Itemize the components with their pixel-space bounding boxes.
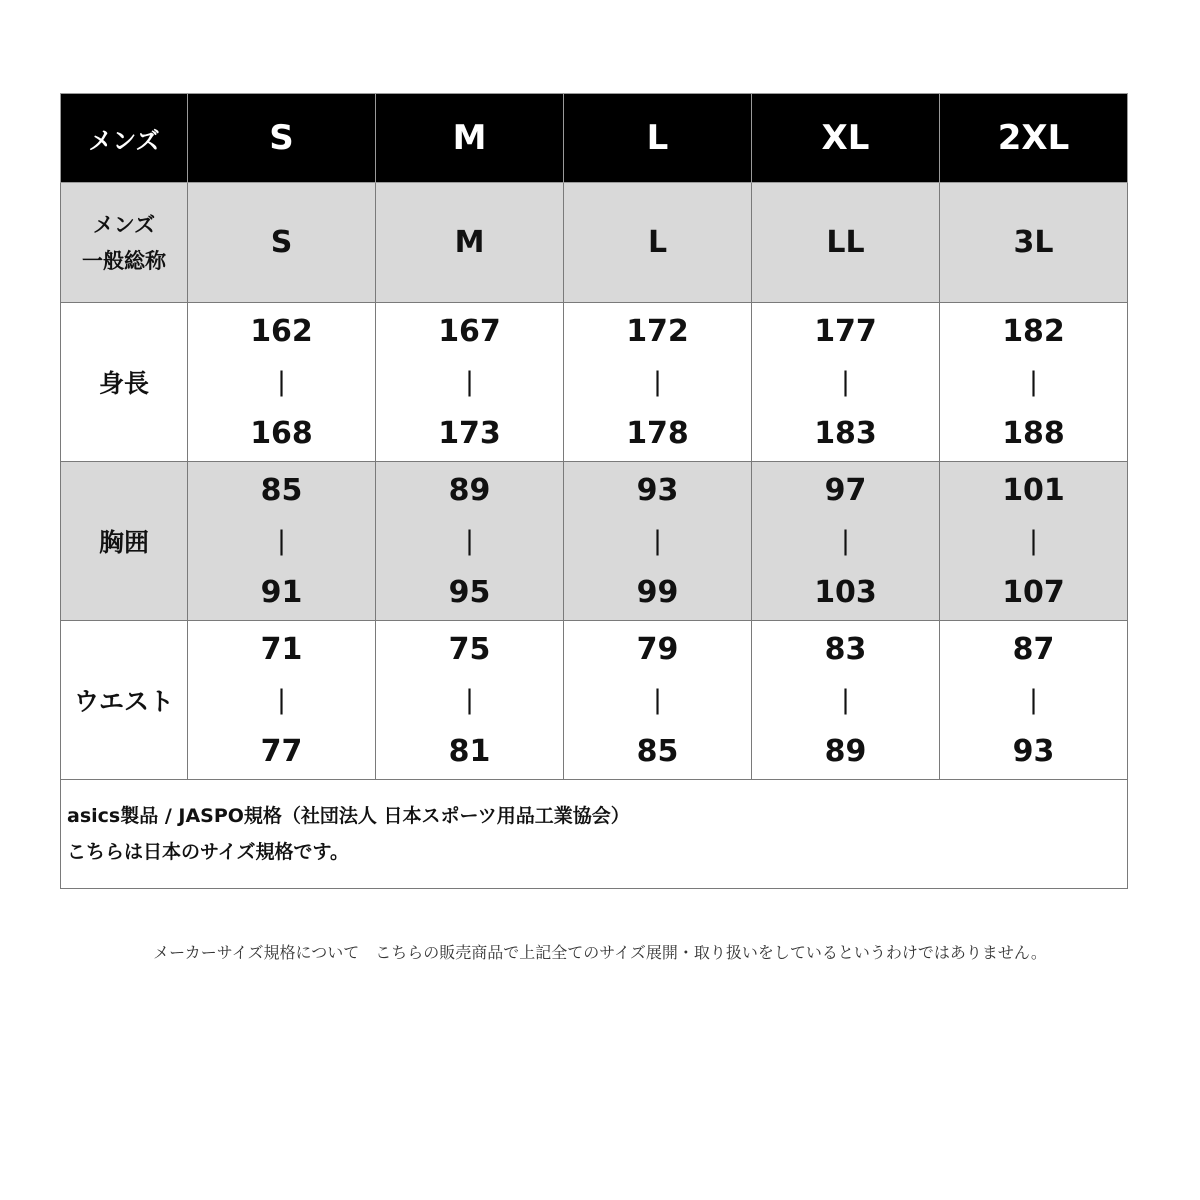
height-range-cell: [940, 303, 1128, 462]
range-max: 77: [260, 733, 303, 769]
range-separator: |: [465, 525, 474, 556]
range-separator: |: [1029, 366, 1038, 397]
range-min: 167: [438, 313, 501, 349]
range-max: 107: [1002, 574, 1065, 610]
general-label-line1: メンズ: [92, 212, 156, 237]
waist-range-cell: [940, 621, 1128, 780]
waist-label: ウエスト: [61, 621, 188, 780]
range-separator: |: [277, 366, 286, 397]
range-min: 89: [448, 472, 491, 508]
range-max: 103: [814, 574, 877, 610]
general-size-row: [61, 183, 1128, 303]
range-separator: |: [465, 366, 474, 397]
header-size-cell: M: [376, 94, 564, 183]
header-row: [61, 94, 1128, 183]
general-label: [61, 183, 188, 303]
general-size-cell: LL: [752, 183, 940, 303]
note-cell: [61, 780, 1128, 889]
range-min: 85: [260, 472, 303, 508]
header-size-cell: XL: [752, 94, 940, 183]
range-separator: |: [1029, 684, 1038, 715]
header-size-cell: L: [564, 94, 752, 183]
range-separator: |: [841, 525, 850, 556]
note-line2: こちらは日本のサイズ規格です。: [67, 841, 349, 863]
range-separator: |: [277, 684, 286, 715]
range-min: 75: [448, 631, 491, 667]
height-range-cell: [564, 303, 752, 462]
header-size-cell: S: [188, 94, 376, 183]
general-size-cell: S: [188, 183, 376, 303]
waist-range-cell: [376, 621, 564, 780]
chest-range-cell: [376, 462, 564, 621]
range-separator: |: [841, 366, 850, 397]
range-min: 71: [260, 631, 303, 667]
general-label-line2: 一般総称: [82, 248, 166, 273]
range-max: 89: [824, 733, 867, 769]
note-row: [61, 780, 1128, 889]
chest-label: 胸囲: [61, 462, 188, 621]
range-separator: |: [653, 684, 662, 715]
height-range-cell: [376, 303, 564, 462]
height-range-cell: [188, 303, 376, 462]
range-separator: |: [653, 525, 662, 556]
waist-range-cell: [564, 621, 752, 780]
note-line1: asics製品 / JASPO規格（社団法人 日本スポーツ用品工業協会）: [67, 805, 630, 827]
range-max: 99: [636, 574, 679, 610]
range-min: 79: [636, 631, 679, 667]
range-max: 183: [814, 415, 877, 451]
range-max: 168: [250, 415, 313, 451]
range-separator: |: [653, 366, 662, 397]
chest-row: [61, 462, 1128, 621]
range-max: 85: [636, 733, 679, 769]
range-min: 93: [636, 472, 679, 508]
range-max: 93: [1012, 733, 1055, 769]
range-min: 83: [824, 631, 867, 667]
range-max: 91: [260, 574, 303, 610]
range-max: 178: [626, 415, 689, 451]
header-size-cell: 2XL: [940, 94, 1128, 183]
range-max: 188: [1002, 415, 1065, 451]
header-label: メンズ: [61, 94, 188, 183]
range-min: 172: [626, 313, 689, 349]
waist-range-cell: [752, 621, 940, 780]
waist-range-cell: [188, 621, 376, 780]
height-label: 身長: [61, 303, 188, 462]
size-chart-table: [60, 93, 1128, 889]
range-separator: |: [277, 525, 286, 556]
chest-range-cell: [564, 462, 752, 621]
general-size-cell: M: [376, 183, 564, 303]
range-min: 87: [1012, 631, 1055, 667]
range-separator: |: [1029, 525, 1038, 556]
waist-row: [61, 621, 1128, 780]
range-min: 162: [250, 313, 313, 349]
range-separator: |: [841, 684, 850, 715]
range-max: 95: [448, 574, 491, 610]
range-max: 173: [438, 415, 501, 451]
chest-range-cell: [752, 462, 940, 621]
range-separator: |: [465, 684, 474, 715]
height-row: [61, 303, 1128, 462]
range-max: 81: [448, 733, 491, 769]
range-min: 182: [1002, 313, 1065, 349]
range-min: 177: [814, 313, 877, 349]
chest-range-cell: [940, 462, 1128, 621]
chest-range-cell: [188, 462, 376, 621]
range-min: 101: [1002, 472, 1065, 508]
footer-note: メーカーサイズ規格について こちらの販売商品で上記全てのサイズ展開・取り扱いをしているというわけではありません。: [153, 943, 1047, 962]
general-size-cell: 3L: [940, 183, 1128, 303]
general-size-cell: L: [564, 183, 752, 303]
range-min: 97: [824, 472, 867, 508]
height-range-cell: [752, 303, 940, 462]
